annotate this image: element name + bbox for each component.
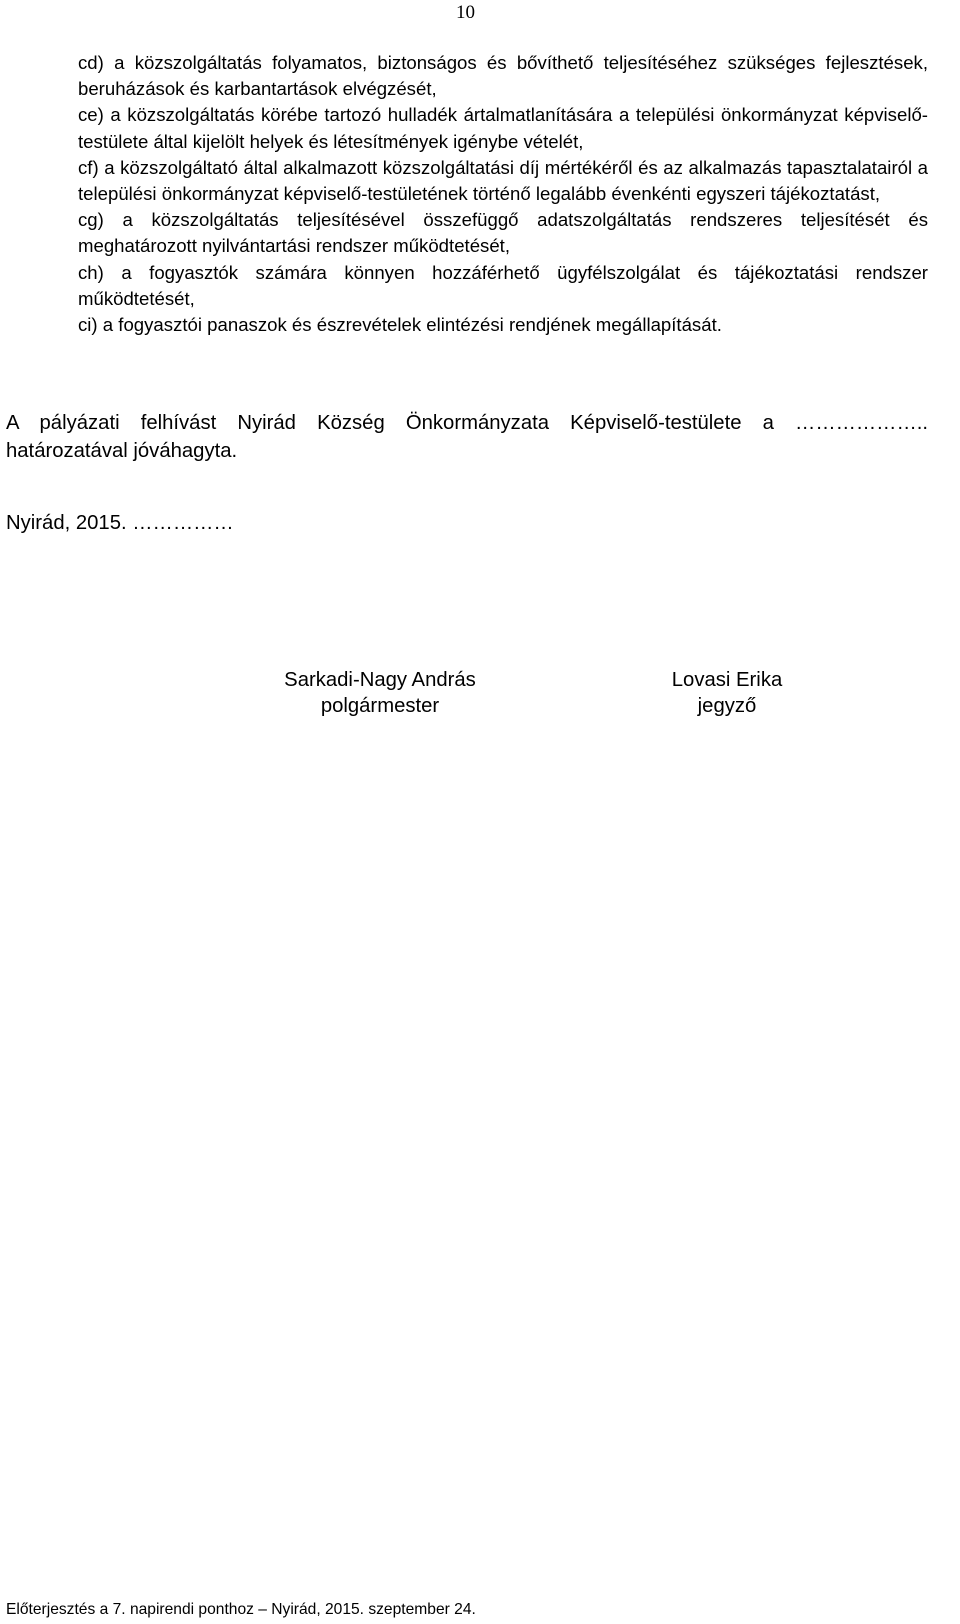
signature-notary xyxy=(664,667,790,719)
list-item-ci: ci) a fogyasztói panaszok és észrevételek elintézési rendjének megállapítását. xyxy=(78,314,722,336)
footer-note: Előterjesztés a 7. napirendi ponthoz – Nyirád, 2015. szeptember 24. xyxy=(6,1601,476,1618)
list-item-ch: ch) a fogyasztók számára könnyen hozzáférhető ügyfélszolgálat és tájékoztatási rendszer működtetését, xyxy=(78,261,928,309)
list-item-cf: cf) a közszolgáltató által alkalmazott közszolgáltatási díj mértékéről és az alkalmazás tapasztalatairól a települési önkormányzat képviselő-testületének történő legalább évenkénti egyszeri tájékoztatást, xyxy=(78,156,928,205)
signature-name: Lovasi Erika xyxy=(671,669,783,691)
place-date: Nyirád, 2015. …………… xyxy=(6,512,234,534)
signature-title: polgármester xyxy=(320,695,440,717)
list-item-ce: ce) a közszolgáltatás körébe tartozó hulladék ártalmatlanítására a települési önkormányzat képviselő-testülete által kijelölt helyek és létesítmények igénybe vételét, xyxy=(78,104,928,152)
approval-paragraph: A pályázati felhívást Nyirád Község Önkormányzata Képviselő-testülete a ……………….. határozatával jóváhagyta. xyxy=(6,412,928,462)
signature-title: jegyző xyxy=(697,695,757,717)
list-item-cd: cd) a közszolgáltatás folyamatos, biztonságos és bővíthető teljesítéséhez szükséges fejlesztések, beruházások és karbantartások elvégzését, xyxy=(78,52,928,100)
list-item-cg: cg) a közszolgáltatás teljesítésével összefüggő adatszolgáltatás rendszeres teljesítését és meghatározott nyilvántartási rendszer működtetését, xyxy=(78,209,928,257)
obligations-list xyxy=(78,50,928,338)
page-number: 10 xyxy=(456,2,475,23)
signature-name: Sarkadi-Nagy András xyxy=(284,669,476,691)
signature-mayor xyxy=(272,667,488,719)
